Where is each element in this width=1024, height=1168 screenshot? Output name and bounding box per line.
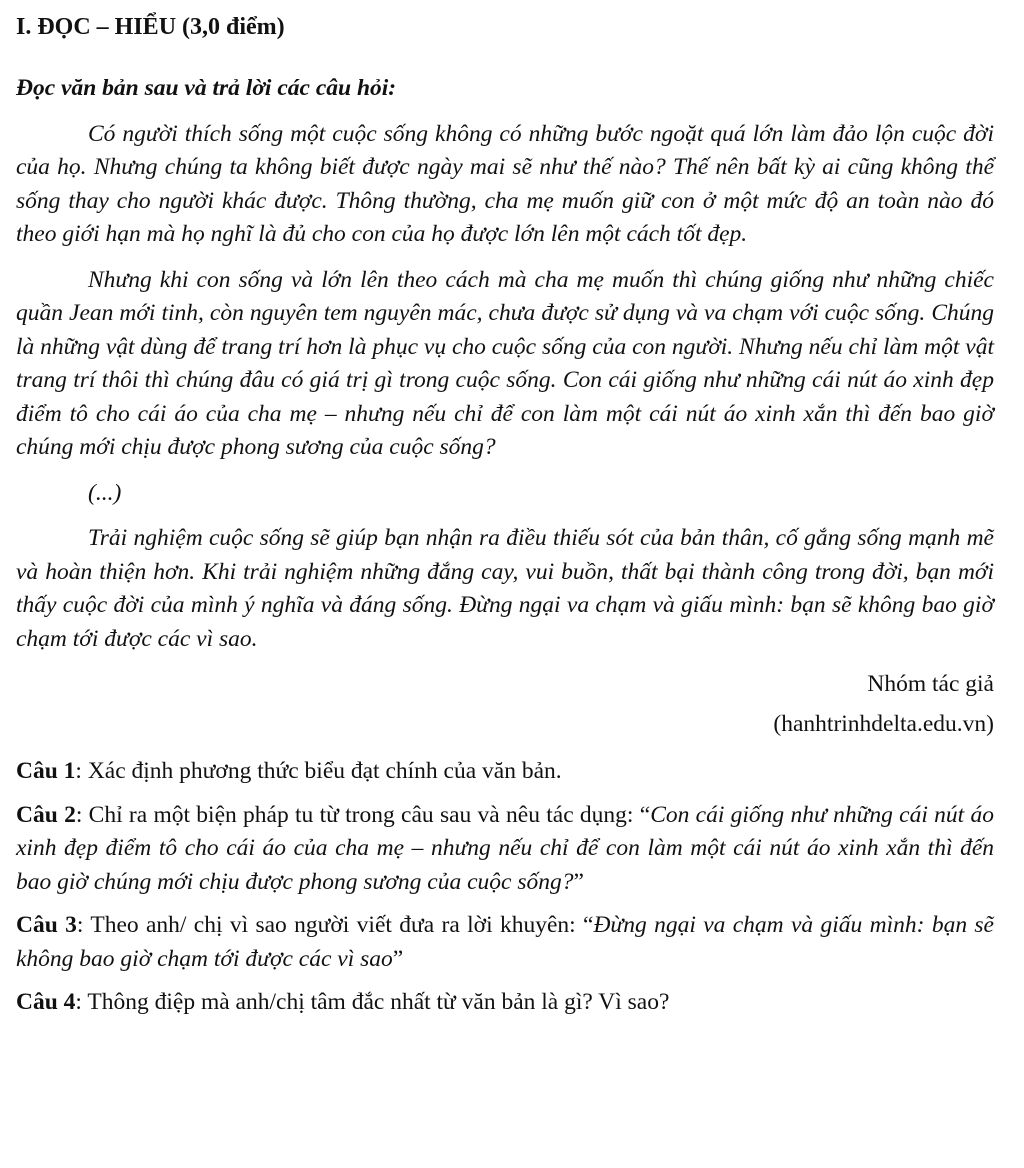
passage-attribution (16, 668, 994, 741)
passage-source: (hanhtrinhdelta.edu.vn) (773, 710, 994, 737)
question-4-label: Câu 4 (16, 989, 76, 1015)
passage-paragraph-3: Trải nghiệm cuộc sống sẽ giúp bạn nhận ra điều thiếu sót của bản thân, cố gắng sống mạnh mẽ và hoàn thiện hơn. Khi trải nghiệm những đắng cay, vui buồn, thất bại thành công trong đời, bạn mới thấy cuộc đời của mình ý nghĩa và đáng sống. Đừng ngại va chạm và giấu mình: bạn sẽ không bao giờ chạm tới được các vì sao. (16, 525, 994, 652)
question-3-label: Câu 3 (16, 912, 77, 938)
question-4 (16, 986, 994, 1020)
reading-passage (16, 118, 994, 657)
question-list (16, 755, 994, 1020)
question-2 (16, 799, 994, 900)
passage-author: Nhóm tác giả (867, 671, 994, 697)
reading-instruction: Đọc văn bản sau và trả lời các câu hỏi: (16, 75, 397, 101)
question-3-text: : Theo anh/ chị vì sao người viết đưa ra lời khuyên: “ (76, 912, 594, 938)
passage-paragraph-1: Có người thích sống một cuộc sống không có những bước ngoặt quá lớn làm đảo lộn cuộc đời của họ. Nhưng chúng ta không biết được ngày mai sẽ như thế nào? Thế nên bất kỳ ai cũng không thể sống thay cho người khác được. Thông thường, cha mẹ muốn giữ con ở một mức độ an toàn nào đó theo giới hạn mà họ nghĩ là đủ cho con của họ được lớn lên một cách tốt đẹp. (16, 120, 994, 247)
question-1-label: Câu 1 (16, 758, 76, 784)
question-2-quote: Con cái giống như những cái nút áo xinh đẹp điểm tô cho cái áo của cha mẹ – nhưng nếu chỉ để con làm một cái nút áo xinh xắn thì đến bao giờ chúng mới chịu được phong sương của cuộc sống? (16, 801, 995, 895)
question-2-close-quote: ” (573, 868, 584, 895)
question-4-text: : Thông điệp mà anh/chị tâm đắc nhất từ văn bản là gì? Vì sao? (75, 989, 670, 1015)
question-1 (16, 755, 994, 789)
passage-omission-mark: (...) (88, 479, 122, 506)
question-3-close-quote: ” (392, 945, 404, 972)
question-2-label: Câu 2 (16, 801, 76, 828)
question-3-quote: Đừng ngại va chạm và giấu mình: bạn sẽ không bao giờ chạm tới được các vì sao (16, 912, 994, 972)
question-3 (16, 909, 994, 976)
passage-paragraph-2: Nhưng khi con sống và lớn lên theo cách mà cha mẹ muốn thì chúng giống như những chiếc quần Jean mới tinh, còn nguyên tem nguyên mác, chưa được sử dụng và va chạm với cuộc sống. Chúng là những vật dùng để trang trí hơn là phục vụ cho cuộc sống của con người. Nhưng nếu chỉ làm một vật trang trí thôi thì chúng đâu có giá trị gì trong cuộc sống. Con cái giống như những cái nút áo xinh đẹp điểm tô cho cái áo của cha mẹ – nhưng nếu chỉ để con làm một cái nút áo xinh xắn thì đến bao giờ chúng mới chịu được phong sương của cuộc sống? (16, 266, 994, 460)
question-2-text: : Chỉ ra một biện pháp tu từ trong câu sau và nêu tác dụng: “ (75, 801, 651, 828)
question-1-text: : Xác định phương thức biểu đạt chính của văn bản. (75, 758, 562, 784)
section-title: I. ĐỌC – HIỂU (3,0 điểm) (16, 14, 285, 40)
